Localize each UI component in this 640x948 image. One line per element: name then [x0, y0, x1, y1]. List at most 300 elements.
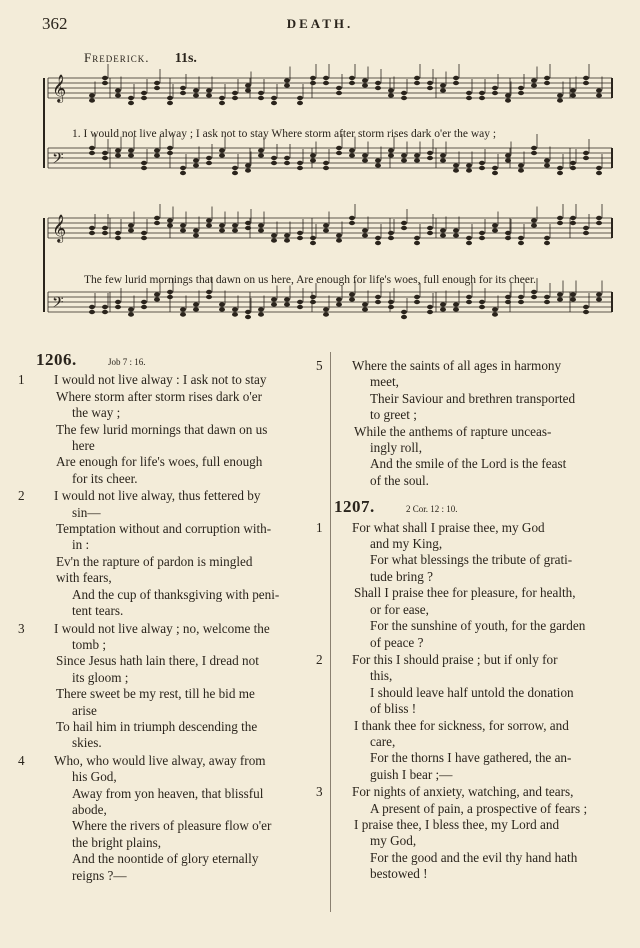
notehead [557, 216, 563, 220]
stanza-line [334, 456, 624, 472]
notehead [128, 312, 134, 316]
notehead [349, 81, 355, 85]
notehead [492, 166, 498, 170]
stanza-line-text: my God, [370, 833, 417, 849]
notehead [297, 305, 303, 309]
stanza-line [334, 718, 624, 734]
notehead [310, 241, 316, 245]
stanza-line-text: Their Saviour and brethren transported [370, 390, 576, 406]
stanza-number: 5 [316, 358, 323, 373]
stanza-line [36, 835, 328, 851]
notehead [102, 156, 108, 160]
notehead [115, 93, 121, 97]
notehead [154, 292, 160, 296]
notehead [336, 233, 342, 237]
notehead [271, 156, 277, 160]
notehead [518, 86, 524, 90]
notehead [89, 310, 95, 314]
stanza-line [36, 769, 328, 785]
stanza-line-text: I would not live alway : I ask not to stay [54, 372, 267, 388]
notehead [336, 302, 342, 306]
notehead [310, 76, 316, 80]
stanza-line [334, 569, 624, 585]
notehead [284, 156, 290, 160]
notehead [401, 153, 407, 157]
notehead [128, 153, 134, 157]
notehead [544, 241, 550, 245]
notehead [180, 223, 186, 227]
stanza-line [316, 358, 624, 374]
notehead [479, 236, 485, 240]
stanza-line-text: in : [72, 537, 90, 553]
stanza-line-text: To hail him in triumph descending the [56, 718, 258, 734]
notehead [115, 148, 121, 152]
stanza-line [36, 653, 328, 669]
stanza-line-text: There sweet be my rest, till he bid me [56, 686, 255, 702]
notehead [154, 216, 160, 220]
notehead [258, 312, 264, 316]
notehead [180, 86, 186, 90]
notehead [427, 305, 433, 309]
right-column [316, 358, 624, 884]
stanza-line [334, 817, 624, 833]
notehead [206, 290, 212, 294]
notehead [544, 295, 550, 299]
stanza-line [36, 851, 328, 867]
stanza-line-text: guish I bear ;— [370, 766, 453, 782]
notehead [232, 307, 238, 311]
notehead [466, 295, 472, 299]
notehead [557, 98, 563, 102]
notehead [310, 81, 316, 85]
notehead [596, 93, 602, 97]
notehead [544, 236, 550, 240]
notehead [531, 218, 537, 222]
stanza-line-text: And the smile of the Lord is the feast [370, 456, 567, 472]
stanza-line [36, 868, 328, 884]
notehead [193, 88, 199, 92]
stanza-line [36, 422, 328, 438]
notehead [505, 300, 511, 304]
notehead [479, 305, 485, 309]
notehead [336, 297, 342, 301]
notehead [518, 236, 524, 240]
notehead [323, 81, 329, 85]
notehead [102, 226, 108, 230]
notehead [401, 96, 407, 100]
stanza-line-text: or for ease, [370, 601, 429, 617]
notehead [440, 153, 446, 157]
stanza-line [334, 374, 624, 390]
stanza-line-text: skies. [72, 735, 102, 751]
notehead [570, 93, 576, 97]
notehead [297, 166, 303, 170]
notehead [505, 93, 511, 97]
notehead [544, 158, 550, 162]
stanza-line [334, 685, 624, 701]
notehead [362, 307, 368, 311]
music-lyric-line-1: 1. I would not live alway ; I ask not to stay Where storm after storm rises dark o'er the way ; [72, 128, 497, 140]
notehead [258, 91, 264, 95]
notehead [154, 86, 160, 90]
notehead [349, 297, 355, 301]
notehead [388, 300, 394, 304]
notehead [245, 221, 251, 225]
notehead [583, 305, 589, 309]
notehead [167, 223, 173, 227]
notehead [258, 148, 264, 152]
notehead [414, 81, 420, 85]
notehead [570, 221, 576, 225]
notehead [297, 101, 303, 105]
hymn-1206-stanza-5 [316, 358, 624, 489]
stanza-line [36, 637, 328, 653]
notehead [128, 148, 134, 152]
notehead [492, 86, 498, 90]
notehead [219, 307, 225, 311]
notehead [518, 295, 524, 299]
notehead [258, 228, 264, 232]
hymn-number: 1207. [334, 497, 375, 517]
notehead [583, 81, 589, 85]
notehead [245, 168, 251, 172]
stanza-line [334, 767, 624, 783]
hymn-1207-stanzas [316, 519, 624, 883]
stanza [316, 651, 624, 783]
stanza-line-text: The few lurid mornings that dawn on us [56, 421, 268, 437]
notehead [583, 76, 589, 80]
treble-clef-icon: 𝄞 [52, 214, 67, 242]
notehead [479, 231, 485, 235]
notehead [206, 218, 212, 222]
notehead [336, 146, 342, 150]
stanza-line-text: For what blessings the tribute of grati- [370, 552, 573, 568]
notehead [479, 91, 485, 95]
notehead [570, 161, 576, 165]
notehead [206, 295, 212, 299]
notehead [414, 300, 420, 304]
notehead [583, 231, 589, 235]
notehead [219, 148, 225, 152]
notehead [323, 223, 329, 227]
notehead [89, 98, 95, 102]
stanza-line-text: tent tears. [72, 603, 124, 619]
notehead [336, 151, 342, 155]
notehead [102, 76, 108, 80]
notehead [427, 86, 433, 90]
notehead [596, 292, 602, 296]
notehead [310, 236, 316, 240]
stanza-line-text: For the sunshine of youth, for the garden [370, 618, 586, 634]
notehead [154, 81, 160, 85]
notehead [154, 221, 160, 225]
stanza [18, 620, 328, 752]
stanza-line-text: his God, [72, 769, 117, 785]
stanza-line-text: of the soul. [370, 472, 429, 488]
notehead [505, 295, 511, 299]
notehead [596, 88, 602, 92]
notehead [271, 101, 277, 105]
notehead [440, 307, 446, 311]
notehead [492, 171, 498, 175]
stanza-line-text: of bliss ! [370, 701, 417, 717]
notehead [362, 83, 368, 87]
notehead [297, 300, 303, 304]
notehead [284, 78, 290, 82]
notehead [245, 88, 251, 92]
stanza-line [36, 802, 328, 818]
notehead [518, 163, 524, 167]
stanza-line-text: For the good and the evil thy hand hath [370, 849, 578, 865]
notehead [466, 241, 472, 245]
notehead [466, 168, 472, 172]
stanza-number: 2 [18, 488, 25, 504]
notehead [232, 166, 238, 170]
notehead [271, 297, 277, 301]
notehead [531, 290, 537, 294]
notehead [115, 300, 121, 304]
stanza-line [36, 786, 328, 802]
notehead [219, 153, 225, 157]
hymn-number: 1206. [36, 350, 77, 369]
stanza-line-text: Ev'n the rapture of pardon is mingled [56, 553, 253, 569]
notehead [583, 310, 589, 314]
stanza-line [36, 603, 328, 619]
notehead [583, 151, 589, 155]
stanza-line-text: here [72, 438, 95, 454]
notehead [115, 153, 121, 157]
stanza-line-text: For this I should praise ; but if only for [352, 651, 558, 667]
stanza-line-text: Where the rivers of pleasure flow o'er [72, 818, 272, 834]
notehead [167, 290, 173, 294]
notehead [544, 163, 550, 167]
notehead [466, 236, 472, 240]
notehead [531, 295, 537, 299]
stanza-number: 1 [316, 519, 323, 535]
notehead [271, 302, 277, 306]
notehead [414, 158, 420, 162]
stanza-line [334, 602, 624, 618]
notehead [193, 302, 199, 306]
stanza-line-text: this, [370, 668, 393, 684]
notehead [128, 228, 134, 232]
notehead [570, 292, 576, 296]
notehead [245, 163, 251, 167]
stanza-line [334, 701, 624, 717]
stanza-line-text: reigns ?— [72, 867, 127, 883]
stanza-line [36, 818, 328, 834]
stanza-line-text: tude bring ? [370, 568, 433, 584]
stanza-line-text: I praise thee, I bless thee, my Lord and [354, 816, 560, 832]
tune-name: Frederick. [84, 50, 150, 65]
notehead [440, 302, 446, 306]
notehead [466, 163, 472, 167]
notehead [453, 163, 459, 167]
notehead [479, 300, 485, 304]
notehead [492, 223, 498, 227]
notehead [401, 226, 407, 230]
notehead [401, 310, 407, 314]
notehead [375, 300, 381, 304]
notehead [531, 83, 537, 87]
stanza-line-text: its gloom ; [72, 669, 129, 685]
notehead [453, 307, 459, 311]
notehead [180, 307, 186, 311]
notehead [401, 91, 407, 95]
notehead [232, 312, 238, 316]
stanza-line [334, 734, 624, 750]
stanza-number: 1 [18, 372, 25, 388]
notehead [271, 96, 277, 100]
notehead [193, 93, 199, 97]
notehead [531, 223, 537, 227]
stanza-number: 2 [316, 651, 323, 667]
notehead [375, 86, 381, 90]
notehead [258, 96, 264, 100]
notehead [505, 158, 511, 162]
notehead [232, 171, 238, 175]
notehead [492, 228, 498, 232]
notehead [583, 226, 589, 230]
stanza-line [36, 454, 328, 470]
notehead [570, 166, 576, 170]
stanza [316, 358, 624, 489]
stanza-line-text: Shall I praise thee for pleasure, for health, [354, 585, 576, 601]
notehead [518, 168, 524, 172]
notehead [89, 151, 95, 155]
stanza-line-text: For the thorns I have gathered, the an- [370, 750, 572, 766]
notehead [141, 161, 147, 165]
stanza-line-text: bestowed ! [370, 866, 428, 882]
stanza-line [36, 438, 328, 454]
notehead [427, 81, 433, 85]
notehead [492, 307, 498, 311]
notehead [401, 158, 407, 162]
notehead [284, 233, 290, 237]
notehead [453, 168, 459, 172]
notehead [531, 146, 537, 150]
notehead [596, 297, 602, 301]
notehead [115, 236, 121, 240]
notehead [180, 171, 186, 175]
notehead [427, 231, 433, 235]
stanza-line [18, 620, 328, 637]
notehead [596, 221, 602, 225]
stanza-line [18, 752, 328, 769]
notehead [89, 231, 95, 235]
notehead [479, 161, 485, 165]
stanza-line-text: While the anthems of rapture unceas- [354, 423, 552, 439]
stanza-line-text: I should leave half untold the donation [370, 684, 574, 700]
notehead [518, 241, 524, 245]
notehead [167, 146, 173, 150]
stanza-line [36, 686, 328, 702]
notehead [518, 91, 524, 95]
notehead [440, 88, 446, 92]
notehead [323, 312, 329, 316]
notehead [414, 76, 420, 80]
stanza-line [316, 784, 624, 800]
notehead [427, 226, 433, 230]
notehead [180, 91, 186, 95]
notehead [362, 302, 368, 306]
stanza-line [36, 537, 328, 553]
stanza-line-text: For nights of anxiety, watching, and tears, [352, 784, 574, 800]
stanza-line [334, 552, 624, 568]
stanza-line-text: abode, [72, 801, 107, 817]
stanza-line-text: Where storm after storm rises dark o'er [56, 388, 262, 404]
notehead [141, 236, 147, 240]
notehead [349, 148, 355, 152]
notehead [557, 221, 563, 225]
notehead [349, 221, 355, 225]
notehead [401, 221, 407, 225]
notehead [375, 81, 381, 85]
stanza-line-text: the bright plains, [72, 834, 162, 850]
notehead [375, 295, 381, 299]
stanza-line [334, 801, 624, 817]
notehead [453, 302, 459, 306]
stanza-line [334, 585, 624, 601]
stanza-line-text: arise [72, 702, 97, 718]
notehead [271, 238, 277, 242]
stanza-line [316, 519, 624, 536]
notehead [89, 93, 95, 97]
notehead [128, 223, 134, 227]
notehead [206, 93, 212, 97]
notehead [271, 161, 277, 165]
notehead [453, 233, 459, 237]
stanza-line-text: and my King, [370, 536, 443, 552]
notehead [141, 305, 147, 309]
notehead [492, 91, 498, 95]
stanza-line [36, 735, 328, 751]
notehead [427, 310, 433, 314]
notehead [115, 231, 121, 235]
stanza-line [334, 866, 624, 882]
notehead [388, 231, 394, 235]
notehead [544, 300, 550, 304]
stanza-line-text: meet, [370, 374, 399, 390]
notehead [440, 233, 446, 237]
notehead [466, 91, 472, 95]
notehead [466, 300, 472, 304]
notehead [193, 163, 199, 167]
notehead [570, 297, 576, 301]
notehead [206, 223, 212, 227]
notehead [102, 310, 108, 314]
stanza-line-text: Since Jesus hath lain there, I dread not [56, 653, 259, 669]
stanza-line-text: care, [370, 733, 396, 749]
notehead [440, 83, 446, 87]
stanza-number: 4 [18, 752, 25, 768]
notehead [102, 305, 108, 309]
notehead [349, 76, 355, 80]
notehead [89, 146, 95, 150]
stanza-line [334, 440, 624, 456]
notehead [219, 96, 225, 100]
notehead [362, 233, 368, 237]
notehead [388, 93, 394, 97]
notehead [518, 300, 524, 304]
stanza [316, 519, 624, 651]
notehead [167, 96, 173, 100]
notehead [336, 238, 342, 242]
stanza-line-text: the way ; [72, 405, 121, 421]
stanza-line-text: I would not live alway ; no, welcome the [54, 620, 270, 636]
notehead [323, 228, 329, 232]
stanza-line-text: I thank thee for sickness, for sorrow, and [354, 717, 569, 733]
